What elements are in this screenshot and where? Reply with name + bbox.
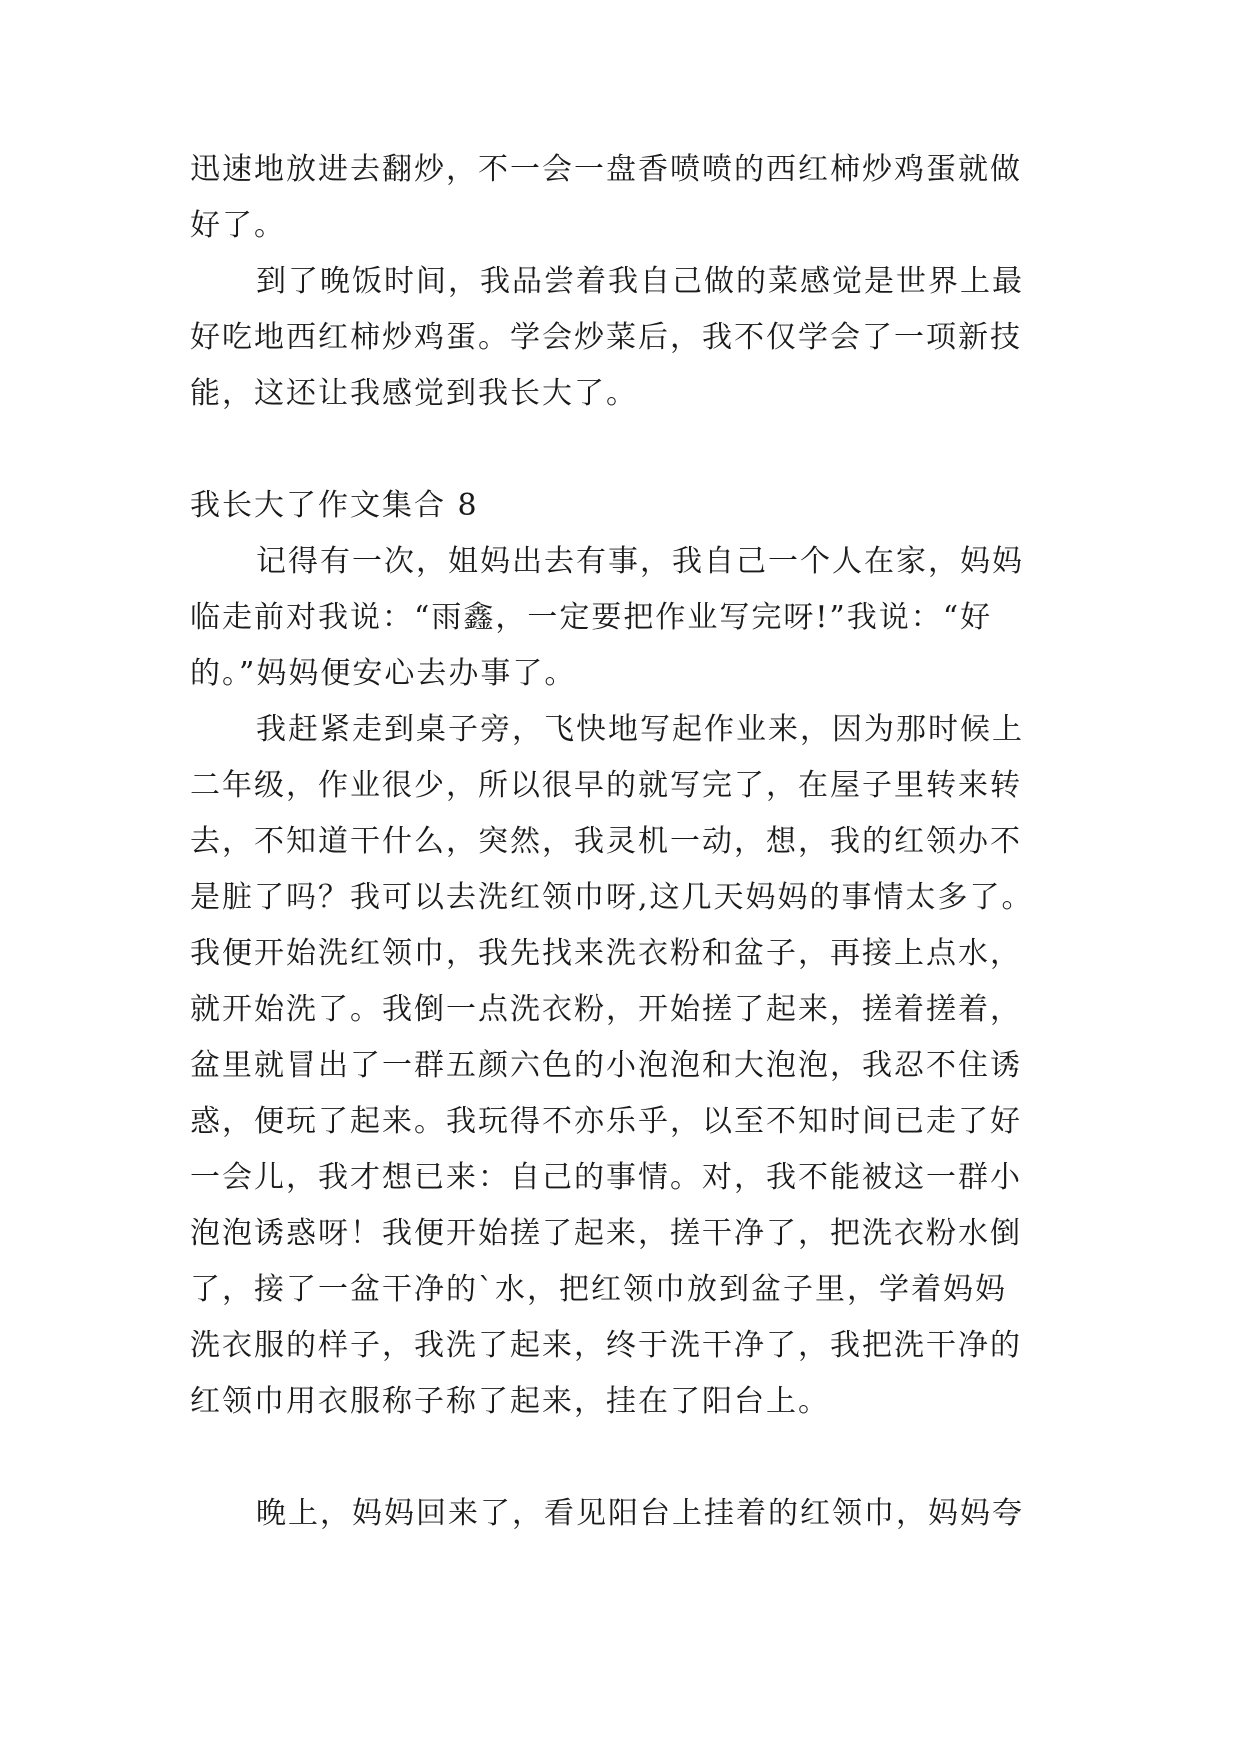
text-line: 迅速地放进去翻炒，不一会一盘香喷喷的西红柿炒鸡蛋就做 <box>190 152 1022 187</box>
text-line: 了，接了一盆干净的`水，把红领巾放到盆子里，学着妈妈 <box>190 1272 1007 1307</box>
text-line: 好了。 <box>190 208 286 243</box>
text-line: 我赶紧走到桌子旁，飞快地写起作业来，因为那时候上 <box>256 712 1024 747</box>
text-line: 红领巾用衣服称子称了起来，挂在了阳台上。 <box>190 1384 830 1419</box>
text-line: 洗衣服的样子，我洗了起来，终于洗干净了，我把洗干净的 <box>190 1328 1022 1363</box>
section-heading: 我长大了作文集合 8 <box>190 488 479 523</box>
text-line: 好吃地西红柿炒鸡蛋。学会炒菜后，我不仅学会了一项新技 <box>190 320 1022 355</box>
text-line: 二年级，作业很少，所以很早的就写完了，在屋子里转来转 <box>190 768 1022 803</box>
text-line: 晚上，妈妈回来了，看见阳台上挂着的红领巾，妈妈夸 <box>256 1496 1024 1531</box>
text-line: 一会儿，我才想已来：自己的事情。对，我不能被这一群小 <box>190 1160 1022 1195</box>
text-line: 到了晚饭时间，我品尝着我自己做的菜感觉是世界上最 <box>256 264 1024 299</box>
text-line: 盆里就冒出了一群五颜六色的小泡泡和大泡泡，我忍不住诱 <box>190 1048 1022 1083</box>
text-line: 惑，便玩了起来。我玩得不亦乐乎，以至不知时间已走了好 <box>190 1104 1022 1139</box>
text-line: 的。”妈妈便安心去办事了。 <box>190 656 577 691</box>
text-line: 泡泡诱惑呀！我便开始搓了起来，搓干净了，把洗衣粉水倒 <box>190 1216 1022 1251</box>
text-line: 是脏了吗？我可以去洗红领巾呀,这几天妈妈的事情太多了。 <box>190 880 1034 915</box>
text-line: 能，这还让我感觉到我长大了。 <box>190 376 638 411</box>
text-line: 去，不知道干什么，突然，我灵机一动，想，我的红领办不 <box>190 824 1022 859</box>
text-line: 临走前对我说：“雨鑫，一定要把作业写完呀!”我说：“好 <box>190 600 993 635</box>
text-line: 就开始洗了。我倒一点洗衣粉，开始搓了起来，搓着搓着， <box>190 992 1022 1027</box>
text-line: 我便开始洗红领巾，我先找来洗衣粉和盆子，再接上点水， <box>190 936 1022 971</box>
text-line: 记得有一次，姐妈出去有事，我自己一个人在家，妈妈 <box>256 544 1024 579</box>
